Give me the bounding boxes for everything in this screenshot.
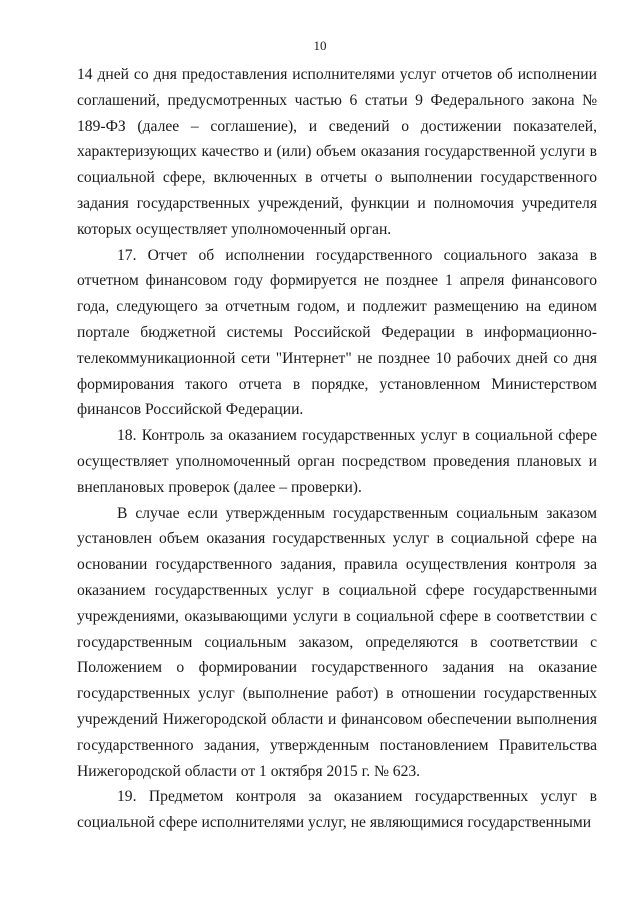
- page-number: 10: [313, 38, 327, 53]
- paragraph-item-17: 17. Отчет об исполнении государственного социального заказа в отчетном финансовом году формируется не позднее 1 апреля финансового года, следующего за отчетным годом, и подлежит размещению на едином портале бюджетной системы Российской Федерации в информационно-телекоммуникационной сети "Интернет" не позднее 10 рабочих дней со дня формирования такого отчета в порядке, установленном Министерством финансов Российской Федерации.: [77, 246, 597, 419]
- paragraph-item-18-case: В случае если утвержденным государственным социальным заказом установлен объем оказания государственных услуг в социальной сфере на основании государственного задания, правила осуществления контроля за оказанием государственных услуг в социальной сфере государственными учреждениями, оказывающими услуги в социальной сфере в соответствии с государственным социальным заказом, определяются в соответствии с Положением о формировании государственного задания на оказание государственных услуг (выполнение работ) в отношении государственных учреждений Нижегородской области и финансовом обеспечении выполнения государственного задания, утвержденным постановлением Правительства Нижегородской области от 1 октября 2015 г. № 623.: [77, 504, 597, 780]
- paragraph-continuation: 14 дней со дня предоставления исполнителями услуг отчетов об исполнении соглашений, предусмотренных частью 6 статьи 9 Федерального закона № 189-ФЗ (далее – соглашение), и сведений о достижении показателей, характеризующих качество и (или) объем оказания государственной услуги в социальной сфере, включенных в отчеты о выполнении государственного задания государственных учреждений, функции и полномочия учредителя которых осуществляет уполномоченный орган.: [77, 66, 597, 238]
- paragraph-item-18: 18. Контроль за оказанием государственных услуг в социальной сфере осуществляет уполномоченный орган посредством проведения плановых и внеплановых проверок (далее – проверки).: [77, 427, 597, 496]
- document-body: [77, 62, 597, 836]
- paragraph-item-19: 19. Предметом контроля за оказанием государственных услуг в социальной сфере исполнителями услуг, не являющимися государственными: [77, 788, 597, 832]
